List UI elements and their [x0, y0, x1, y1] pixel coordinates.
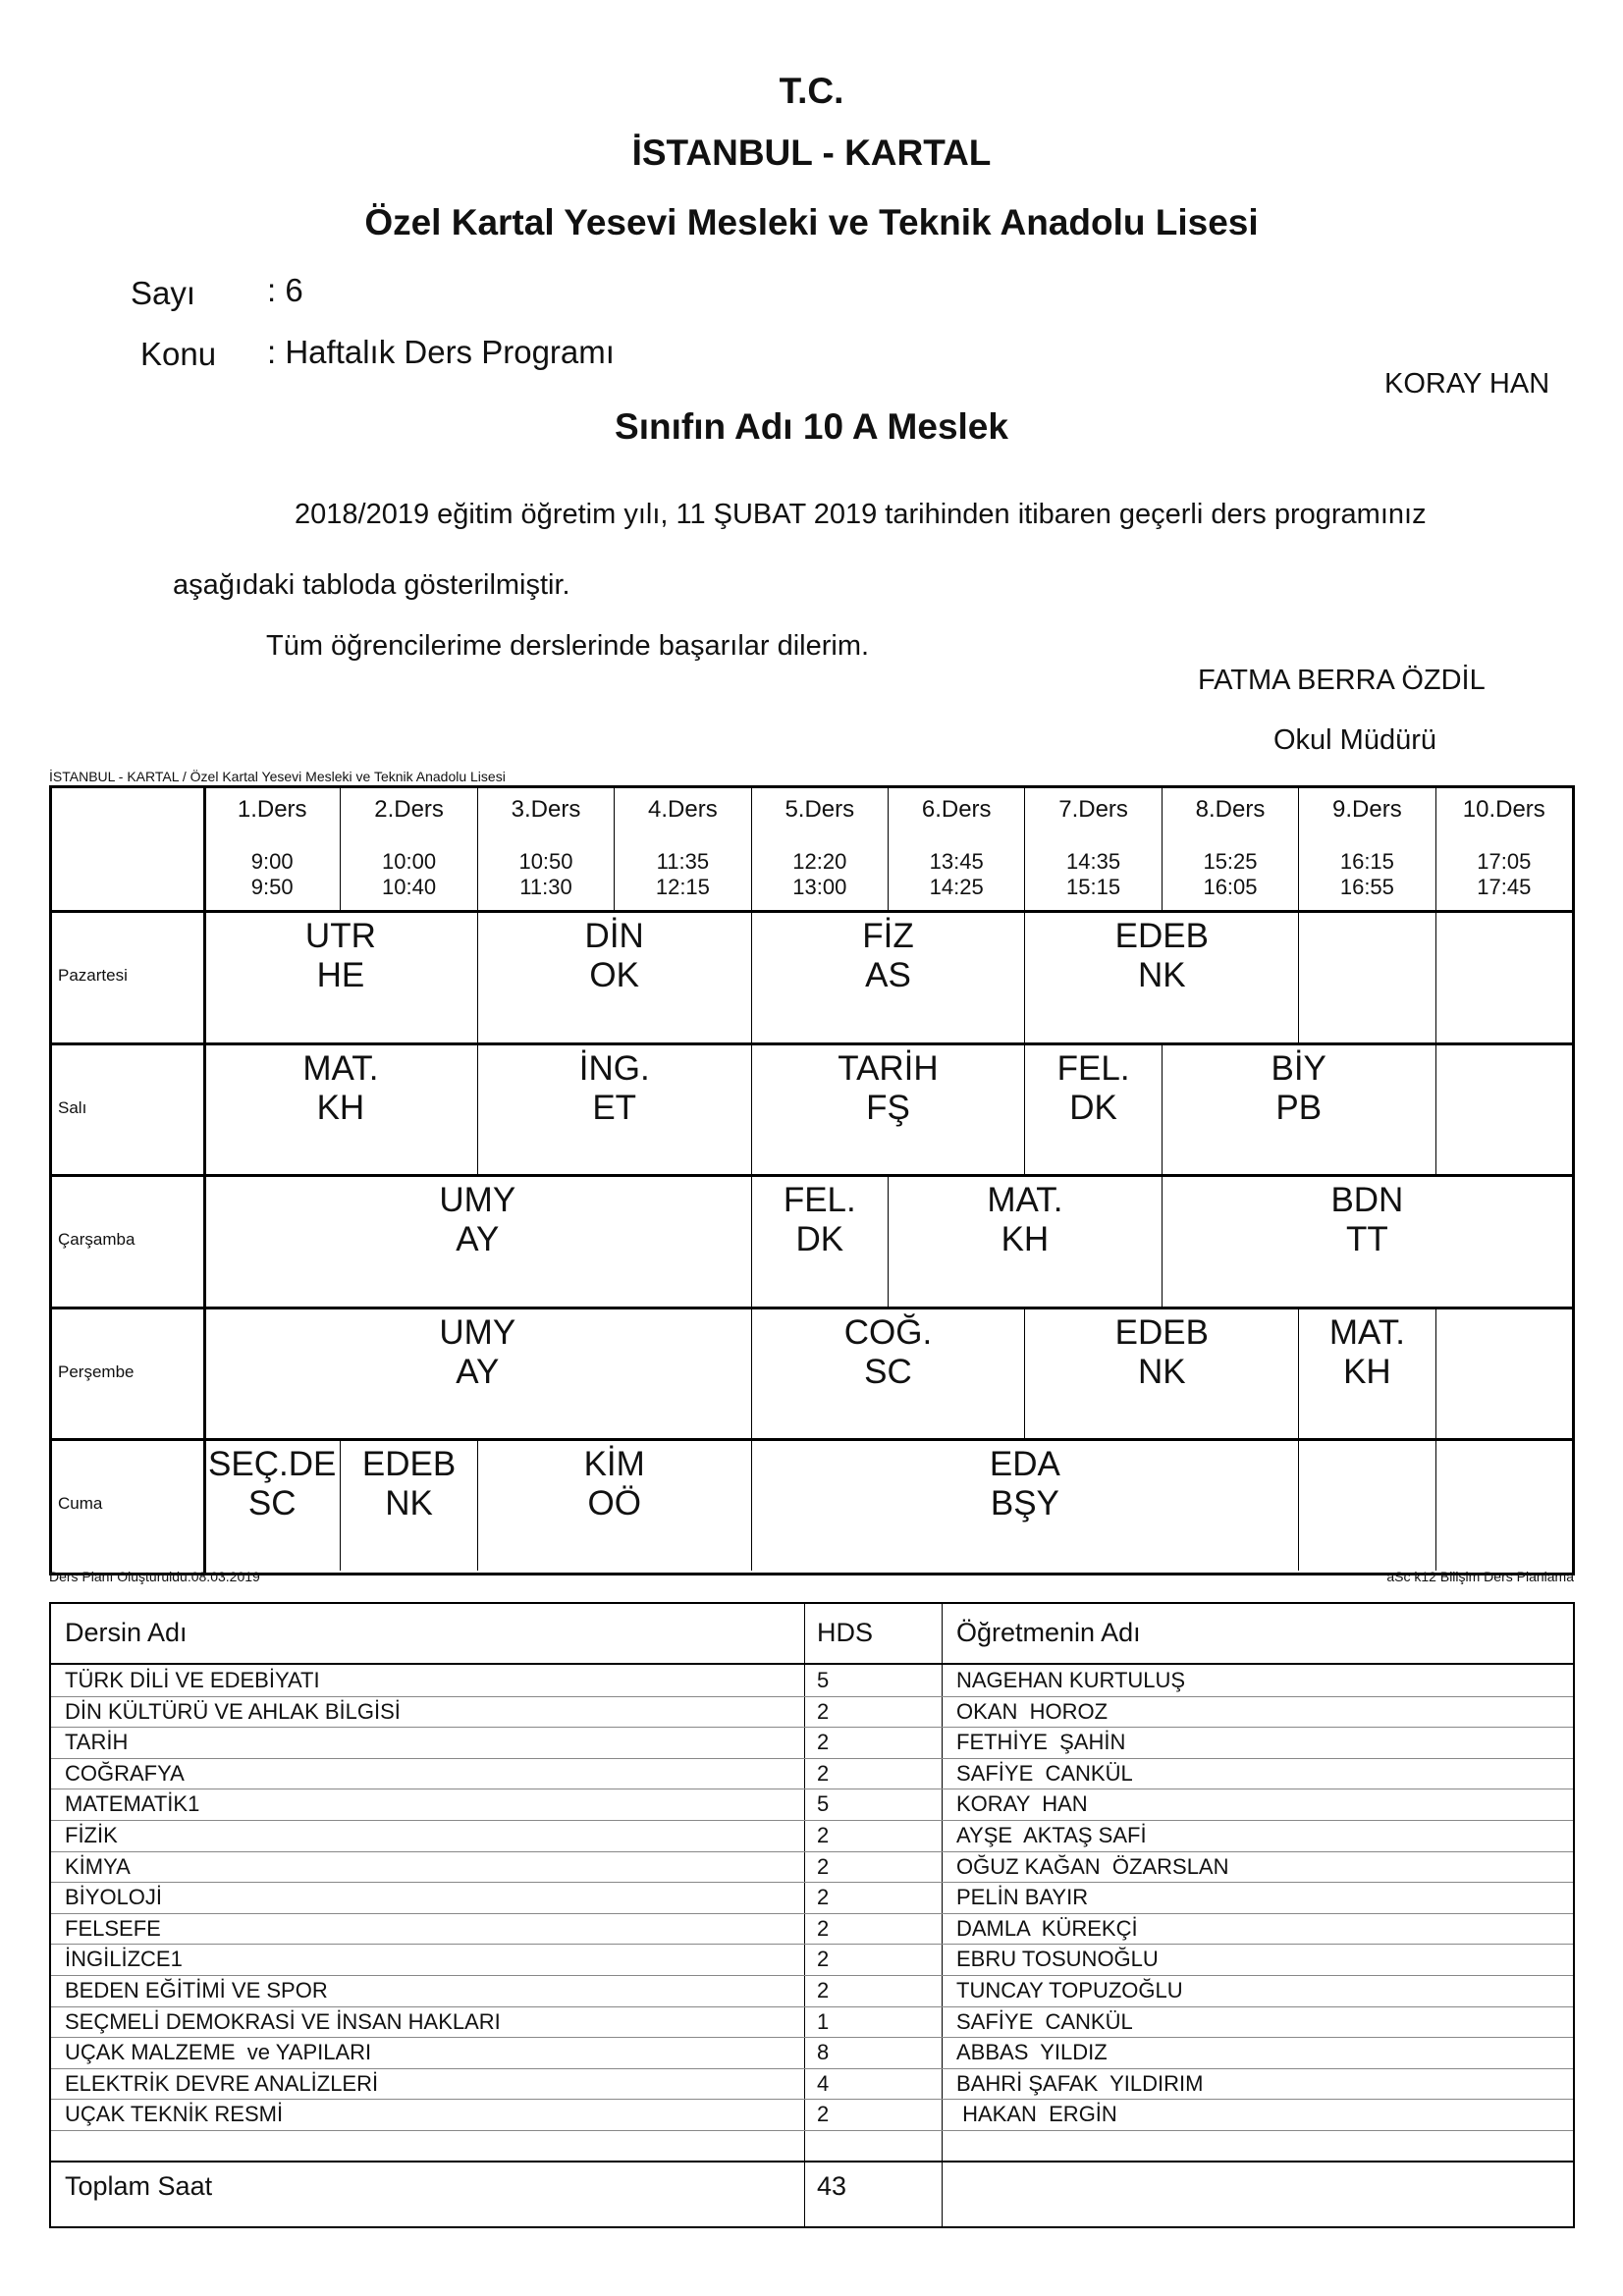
- period-label: 2.Ders: [374, 796, 444, 823]
- lesson-teacher: KH: [1001, 1220, 1050, 1258]
- schedule-caption: İSTANBUL - KARTAL / Özel Kartal Yesevi Mesleki ve Teknik Anadolu Lisesi: [49, 769, 506, 784]
- lesson-subject: EDEB: [1114, 917, 1209, 955]
- row-teacher: EBRU TOSUNOĞLU: [956, 1947, 1159, 1972]
- period-header: [1435, 788, 1572, 910]
- row-hds: 8: [817, 2040, 830, 2065]
- lesson-cell: [203, 1177, 751, 1307]
- period-start-time: 17:05: [1477, 849, 1532, 874]
- header-divider: [51, 1663, 1573, 1665]
- row-teacher: NAGEHAN KURTULUŞ: [956, 1668, 1186, 1692]
- row-divider: [51, 2068, 1573, 2069]
- row-hds: 2: [817, 1978, 830, 2002]
- period-end-time: 17:45: [1477, 875, 1532, 899]
- row-teacher: DAMLA KÜREKÇİ: [956, 1915, 1138, 1941]
- lesson-cell: [477, 913, 751, 1042]
- lesson-cell: [751, 1045, 1025, 1175]
- lesson-cell: [1298, 1441, 1434, 1571]
- schedule-footer-right: aSc k12 Bilişim Ders Planlama: [1386, 1569, 1574, 1584]
- row-hds: 2: [817, 1823, 830, 1847]
- lesson-subject: COĞ.: [843, 1312, 933, 1352]
- header-line-tc: T.C.: [779, 71, 844, 111]
- lesson-teacher: NK: [1137, 1352, 1186, 1391]
- sayi-label: Sayı: [131, 275, 196, 311]
- lesson-teacher: FŞ: [866, 1088, 910, 1127]
- row-teacher: FETHİYE ŞAHİN: [956, 1730, 1126, 1755]
- lesson-teacher: SC: [864, 1352, 912, 1391]
- period-start-time: 16:15: [1339, 849, 1394, 874]
- lesson-teacher: KH: [316, 1088, 365, 1127]
- lesson-cell: [1162, 1045, 1435, 1175]
- lesson-cell: [203, 1441, 340, 1571]
- lesson-subject: [1436, 1309, 1572, 1313]
- period-start-time: 13:45: [929, 849, 984, 874]
- lesson-teacher: AY: [456, 1352, 500, 1391]
- row-teacher: OĞUZ KAĞAN ÖZARSLAN: [956, 1853, 1229, 1879]
- lesson-subject: FEL.: [1056, 1048, 1130, 1088]
- lesson-cell: [1024, 1045, 1161, 1175]
- row-teacher: AYŞE AKTAŞ SAFİ: [956, 1823, 1147, 1847]
- lesson-cell: [751, 1309, 1025, 1439]
- total-label: Toplam Saat: [65, 2171, 213, 2201]
- period-header: [751, 788, 888, 910]
- period-start-time: 15:25: [1203, 849, 1258, 874]
- row-hds: 2: [817, 1730, 830, 1755]
- row-teacher: KORAY HAN: [956, 1791, 1088, 1817]
- row-divider: [51, 1913, 1573, 1914]
- row-subject: TARİH: [65, 1730, 129, 1755]
- schedule-footer-left: Ders Planı Oluşturuldu:08.03.2019: [49, 1569, 260, 1584]
- lesson-subject: [1299, 913, 1434, 917]
- row-divider: [51, 2130, 1573, 2131]
- lesson-subject: KİM: [583, 1445, 645, 1483]
- row-hds: 2: [817, 2102, 830, 2127]
- row-subject: FELSEFE: [65, 1915, 161, 1941]
- row-hds: 5: [817, 1668, 830, 1692]
- row-subject: İNGİLİZCE1: [65, 1947, 183, 1972]
- row-hds: 5: [817, 1791, 830, 1817]
- lesson-cell: [203, 1309, 751, 1439]
- lesson-subject: EDEB: [361, 1445, 457, 1483]
- row-divider: [51, 2006, 1573, 2007]
- row-subject: BEDEN EĞİTİMİ VE SPOR: [65, 1978, 328, 2002]
- lesson-subject: FİZ: [862, 917, 914, 955]
- lesson-teacher: ET: [592, 1088, 637, 1127]
- lesson-subject: FEL.: [783, 1181, 856, 1219]
- row-teacher: SAFİYE CANKÜL: [956, 2008, 1133, 2034]
- konu-value: : Haftalık Ders Programı: [267, 334, 615, 370]
- class-title: Sınıfın Adı 10 A Meslek: [615, 406, 1008, 447]
- row-subject: MATEMATİK1: [65, 1791, 200, 1817]
- period-start-time: 11:35: [656, 849, 710, 874]
- row-subject: SEÇMELİ DEMOKRASİ VE İNSAN HAKLARI: [65, 2008, 501, 2034]
- lesson-cell: [203, 1045, 477, 1175]
- period-label: 3.Ders: [511, 796, 581, 823]
- lesson-teacher: NK: [385, 1484, 433, 1522]
- row-divider: [51, 1727, 1573, 1728]
- lesson-teacher: OÖ: [587, 1484, 641, 1522]
- lesson-subject: [1299, 1441, 1434, 1445]
- letter-para3: Tüm öğrencilerime derslerinde başarılar dilerim.: [266, 630, 870, 662]
- signer-title: Okul Müdürü: [1273, 724, 1437, 756]
- lesson-subject: [1436, 913, 1572, 917]
- period-header: [1024, 788, 1161, 910]
- period-end-time: 11:30: [519, 875, 572, 899]
- day-label: Salı: [58, 1097, 87, 1117]
- lesson-subject: MAT.: [987, 1181, 1063, 1219]
- period-label: 4.Ders: [648, 796, 718, 823]
- row-teacher: PELİN BAYIR: [956, 1885, 1089, 1910]
- header-subject: Dersin Adı: [65, 1618, 188, 1647]
- row-teacher: BAHRİ ŞAFAK YILDIRIM: [956, 2070, 1204, 2096]
- day-label: Perşembe: [58, 1362, 135, 1381]
- row-subject: TÜRK DİLİ VE EDEBİYATI: [65, 1668, 320, 1692]
- period-label: 10.Ders: [1462, 796, 1545, 823]
- row-subject: UÇAK MALZEME ve YAPILARI: [65, 2040, 372, 2065]
- lesson-teacher: DK: [795, 1220, 844, 1258]
- lesson-teacher: KH: [1343, 1352, 1391, 1391]
- row-divider: [51, 1975, 1573, 1976]
- lesson-cell: [1298, 1309, 1434, 1439]
- row-divider: [51, 2099, 1573, 2100]
- period-start-time: 10:50: [518, 849, 573, 874]
- lesson-subject: BİY: [1271, 1048, 1326, 1088]
- period-label: 1.Ders: [237, 796, 307, 823]
- lesson-cell: [1024, 913, 1298, 1042]
- period-end-time: 10:40: [382, 875, 437, 899]
- lesson-cell: [477, 1045, 751, 1175]
- period-header: [477, 788, 614, 910]
- row-hds: 2: [817, 1760, 830, 1786]
- lesson-cell: [1435, 1309, 1572, 1439]
- row-teacher: TUNCAY TOPUZOĞLU: [956, 1978, 1183, 2002]
- lesson-subject: [1436, 1441, 1572, 1445]
- row-subject: BİYOLOJİ: [65, 1885, 163, 1910]
- row-divider: [51, 1851, 1573, 1852]
- row-divider: [51, 1944, 1573, 1945]
- row-hds: 2: [817, 1947, 830, 1972]
- letter-para1: 2018/2019 eğitim öğretim yılı, 11 ŞUBAT 2019 tarihinden itibaren geçerli ders programınız: [295, 499, 1427, 530]
- lesson-cell: [751, 913, 1025, 1042]
- lesson-subject: SEÇ.DE: [208, 1445, 337, 1483]
- lesson-cell: [1435, 1045, 1572, 1175]
- row-hds: 2: [817, 1853, 830, 1879]
- period-header: [888, 788, 1024, 910]
- row-divider: [51, 1696, 1573, 1697]
- period-header: [614, 788, 750, 910]
- period-label: 9.Ders: [1332, 796, 1402, 823]
- lesson-subject: [1436, 1045, 1572, 1049]
- period-end-time: 15:15: [1066, 875, 1121, 899]
- lesson-cell: [888, 1177, 1162, 1307]
- lesson-subject: İNG.: [578, 1048, 650, 1088]
- lesson-subject: UMY: [439, 1181, 516, 1219]
- lesson-subject: TARİH: [838, 1048, 939, 1088]
- header-teacher: Öğretmenin Adı: [956, 1618, 1141, 1647]
- lesson-cell: [751, 1177, 888, 1307]
- teacher-name: KORAY HAN: [1384, 368, 1550, 400]
- row-subject: ELEKTRİK DEVRE ANALİZLERİ: [65, 2070, 379, 2096]
- col-divider: [942, 1604, 943, 2226]
- row-teacher: OKAN HOROZ: [956, 1698, 1109, 1724]
- lesson-subject: BDN: [1330, 1181, 1404, 1219]
- lesson-subject: MAT.: [302, 1048, 379, 1088]
- period-header: [340, 788, 476, 910]
- row-subject: COĞRAFYA: [65, 1760, 185, 1786]
- lesson-cell: [340, 1441, 476, 1571]
- period-end-time: 14:25: [929, 875, 984, 899]
- period-end-time: 16:05: [1203, 875, 1258, 899]
- period-end-time: 12:15: [655, 875, 710, 899]
- period-label: 6.Ders: [921, 796, 992, 823]
- row-hds: 2: [817, 1698, 830, 1724]
- teachers-table: [49, 1602, 1575, 2228]
- period-start-time: 9:00: [250, 849, 294, 874]
- row-teacher: ABBAS YILDIZ: [956, 2040, 1108, 2065]
- sayi-value: : 6: [267, 272, 303, 308]
- row-teacher: HAKAN ERGİN: [956, 2102, 1117, 2127]
- header-line-city: İSTANBUL - KARTAL: [631, 133, 992, 173]
- lesson-cell: [477, 1441, 751, 1571]
- weekly-schedule-grid: [49, 785, 1575, 1575]
- row-subject: DİN KÜLTÜRÜ VE AHLAK BİLGİSİ: [65, 1698, 401, 1724]
- total-value: 43: [817, 2171, 847, 2201]
- lesson-teacher: TT: [1346, 1220, 1388, 1258]
- lesson-cell: [1024, 1309, 1298, 1439]
- lesson-teacher: AY: [456, 1220, 500, 1258]
- lesson-cell: [1162, 1177, 1572, 1307]
- period-end-time: 9:50: [250, 875, 294, 899]
- col-divider: [804, 1604, 805, 2226]
- lesson-teacher: HE: [316, 956, 365, 994]
- row-divider: [51, 2037, 1573, 2038]
- row-hds: 2: [817, 1885, 830, 1910]
- row-hds: 1: [817, 2008, 830, 2034]
- row-teacher: SAFİYE CANKÜL: [956, 1760, 1133, 1786]
- row-divider: [51, 1820, 1573, 1821]
- day-label: Pazartesi: [58, 966, 128, 986]
- lesson-cell: [1298, 913, 1434, 1042]
- total-divider: [51, 2161, 1573, 2163]
- lesson-subject: EDEB: [1114, 1312, 1209, 1352]
- lesson-subject: DİN: [584, 917, 644, 955]
- row-divider: [51, 1758, 1573, 1759]
- period-label: 7.Ders: [1058, 796, 1128, 823]
- day-label: Çarşamba: [58, 1230, 135, 1250]
- lesson-subject: UMY: [439, 1312, 516, 1352]
- lesson-subject: MAT.: [1328, 1312, 1405, 1352]
- lesson-subject: EDA: [989, 1445, 1060, 1483]
- period-header: [203, 788, 340, 910]
- row-hds: 2: [817, 1915, 830, 1941]
- period-label: 5.Ders: [784, 796, 855, 823]
- header-hds: HDS: [817, 1618, 874, 1647]
- lesson-cell: [1435, 1441, 1572, 1571]
- lesson-cell: [1435, 913, 1572, 1042]
- period-header: [1162, 788, 1298, 910]
- row-divider: [51, 1882, 1573, 1883]
- lesson-teacher: PB: [1275, 1088, 1323, 1127]
- konu-label: Konu: [140, 336, 217, 372]
- day-label: Cuma: [58, 1494, 103, 1514]
- period-start-time: 14:35: [1066, 849, 1121, 874]
- period-header: [1298, 788, 1434, 910]
- period-start-time: 10:00: [382, 849, 437, 874]
- header-school-name: Özel Kartal Yesevi Mesleki ve Teknik Anadolu Lisesi: [364, 202, 1259, 242]
- row-hds: 4: [817, 2070, 830, 2096]
- period-end-time: 13:00: [792, 875, 847, 899]
- lesson-cell: [203, 913, 477, 1042]
- lesson-teacher: SC: [247, 1484, 297, 1522]
- lesson-subject: UTR: [304, 917, 376, 955]
- lesson-teacher: BŞY: [990, 1484, 1059, 1522]
- lesson-teacher: OK: [589, 956, 639, 994]
- period-label: 8.Ders: [1195, 796, 1266, 823]
- period-end-time: 16:55: [1339, 875, 1394, 899]
- lesson-teacher: NK: [1137, 956, 1186, 994]
- row-subject: KİMYA: [65, 1853, 131, 1879]
- row-subject: FİZİK: [65, 1823, 118, 1847]
- period-start-time: 12:20: [792, 849, 847, 874]
- signer-name: FATMA BERRA ÖZDİL: [1198, 665, 1486, 696]
- letter-para2: aşağıdaki tabloda gösterilmiştir.: [173, 569, 570, 601]
- lesson-teacher: AS: [865, 956, 911, 994]
- lesson-teacher: DK: [1069, 1088, 1117, 1127]
- lesson-cell: [751, 1441, 1299, 1571]
- row-subject: UÇAK TEKNİK RESMİ: [65, 2102, 284, 2127]
